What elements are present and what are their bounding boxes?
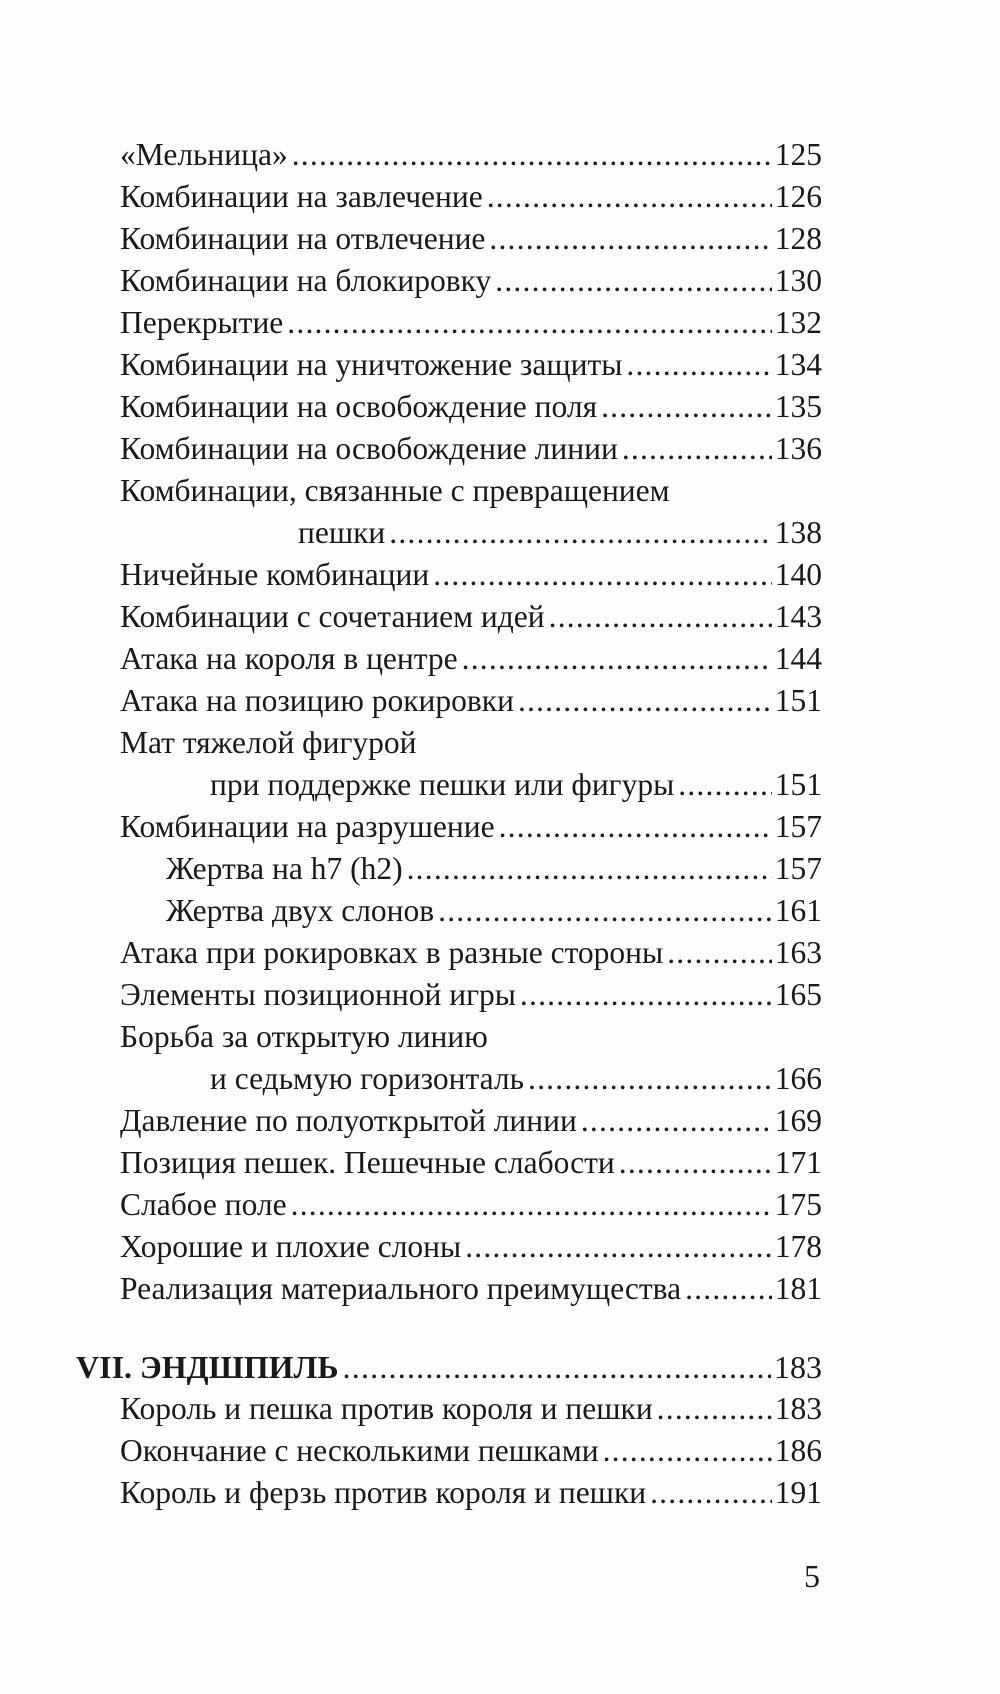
dot-leader (518, 680, 772, 722)
toc-entry (120, 344, 822, 386)
toc-entry-title: Комбинации на разрушение (120, 809, 495, 844)
toc-entry-page: 136 (774, 431, 822, 466)
toc-entry-title: Атака при рокировках в разные стороны (120, 935, 664, 970)
toc-entry-page: 140 (774, 557, 822, 592)
toc-entry-page: 132 (774, 305, 822, 340)
dot-leader (389, 512, 771, 554)
toc-entry-page: 135 (774, 389, 822, 424)
chapter-page: 183 (774, 1349, 822, 1385)
toc-entry-page: 161 (774, 893, 822, 928)
dot-leader (489, 218, 771, 260)
toc-entry-title: Давление по полуоткрытой линии (120, 1103, 577, 1138)
toc-entry-title: Реализация материального преимущества (120, 1271, 682, 1306)
toc-entry-title: и седьмую горизонталь (210, 1061, 525, 1096)
toc-entry (120, 1184, 822, 1226)
toc-entry (120, 218, 822, 260)
toc-entry-continuation (120, 512, 822, 554)
toc-entry-title: Борьба за открытую линию (120, 1019, 488, 1054)
toc-entry-page: 175 (774, 1187, 822, 1222)
toc-entry-title: Слабое поле (120, 1187, 287, 1222)
toc-entry-page: 138 (774, 515, 822, 550)
toc-entry-title: Комбинации на блокировку (120, 263, 492, 298)
dot-leader (287, 302, 771, 344)
toc-entry (120, 722, 822, 764)
toc-entry-title: Король и ферзь против короля и пешки (120, 1475, 647, 1510)
dot-leader (657, 1388, 772, 1430)
dot-leader (667, 932, 772, 974)
toc-entry-title: Комбинации с сочетанием идей (120, 599, 545, 634)
toc-entry-title: Комбинации на уничтожение защиты (120, 347, 623, 382)
toc-entry (120, 596, 822, 638)
toc-entry-title: Комбинации на отвлечение (120, 221, 486, 256)
toc-entry (120, 1226, 822, 1268)
dot-leader (495, 260, 771, 302)
toc-entry-page: 166 (774, 1061, 822, 1096)
toc-entry-page: 144 (774, 641, 822, 676)
toc-entry-title: «Мельница» (120, 137, 288, 172)
toc-entry-title: Комбинации на завлечение (120, 179, 483, 214)
dot-leader (291, 1184, 772, 1226)
dot-leader (292, 134, 772, 176)
toc-entry-page: 171 (774, 1145, 822, 1180)
toc-entry-title: Комбинации на освобождение линии (120, 431, 618, 466)
toc-subentry (120, 890, 822, 932)
chapter-title: VII. ЭНДШПИЛЬ (76, 1349, 339, 1385)
toc-entry-title: Комбинации на освобождение поля (120, 389, 598, 424)
toc-entry (120, 638, 822, 680)
toc-entry (120, 1100, 822, 1142)
dot-leader (650, 1472, 772, 1514)
dot-leader (622, 428, 772, 470)
toc-entry-title: Перекрытие (120, 305, 284, 340)
toc-entry (120, 1142, 822, 1184)
dot-leader (487, 176, 772, 218)
dot-leader (465, 1226, 772, 1268)
toc-entry (120, 1472, 822, 1514)
toc-entry-title: Мат тяжелой фигурой (120, 725, 417, 760)
section-spacer (120, 1310, 822, 1346)
toc-entry-title: Ничейные комбинации (120, 557, 430, 592)
toc-subentry (120, 848, 822, 890)
toc-entry-page: 125 (774, 137, 822, 172)
toc-entry (120, 134, 822, 176)
toc-entry-title: Элементы позиционной игры (120, 977, 516, 1012)
toc-entry-page: 169 (774, 1103, 822, 1138)
toc-entry (120, 176, 822, 218)
toc-entry-page: 183 (774, 1391, 822, 1426)
toc-entry-page: 126 (774, 179, 822, 214)
dot-leader (438, 890, 772, 932)
toc-entry-page: 191 (774, 1475, 822, 1510)
toc-entry (120, 428, 822, 470)
dot-leader (685, 1268, 772, 1310)
toc-entry (120, 1430, 822, 1472)
toc-entry-title: Позиция пешек. Пешечные слабости (120, 1145, 615, 1180)
toc-entry (120, 1388, 822, 1430)
toc-entry-page: 143 (774, 599, 822, 634)
dot-leader (407, 848, 772, 890)
toc-entry-page: 134 (774, 347, 822, 382)
toc-entry-title: Атака на позицию рокировки (120, 683, 514, 718)
toc-entry (120, 260, 822, 302)
dot-leader (528, 1058, 772, 1100)
toc-chapter-heading (76, 1346, 822, 1388)
toc-entry-page: 157 (774, 809, 822, 844)
dot-leader (343, 1346, 771, 1388)
dot-leader (626, 344, 771, 386)
toc-entry-title: Атака на короля в центре (120, 641, 458, 676)
page-number: 5 (804, 1558, 820, 1594)
dot-leader (462, 638, 772, 680)
toc-entry-title: Хорошие и плохие слоны (120, 1229, 462, 1264)
toc-entry (120, 470, 822, 512)
toc-entry-continuation (120, 1058, 822, 1100)
dot-leader (433, 554, 772, 596)
toc-entry (120, 554, 822, 596)
toc-entry-page: 165 (774, 977, 822, 1012)
dot-leader (520, 974, 772, 1016)
toc-entry-page: 151 (774, 683, 822, 718)
dot-leader (601, 386, 772, 428)
dot-leader (499, 806, 772, 848)
toc-entry-continuation (120, 764, 822, 806)
toc-entry-page: 130 (774, 263, 822, 298)
toc-entry (120, 974, 822, 1016)
toc-entry (120, 1268, 822, 1310)
toc-entry-title: пешки (298, 515, 386, 550)
toc-entry (120, 932, 822, 974)
toc-entry-page: 181 (774, 1271, 822, 1306)
toc-entry (120, 680, 822, 722)
toc-entry-title: Король и пешка против короля и пешки (120, 1391, 653, 1426)
toc-entry (120, 1016, 822, 1058)
toc-entry-page: 163 (774, 935, 822, 970)
toc-entry-page: 157 (774, 851, 822, 886)
toc-entry-title: Комбинации, связанные с превращением (120, 473, 670, 508)
table-of-contents (76, 134, 822, 1514)
dot-leader (581, 1100, 772, 1142)
toc-entry-page: 128 (774, 221, 822, 256)
toc-entry-title: Жертва двух слонов (166, 893, 435, 928)
dot-leader (678, 764, 771, 806)
toc-entry-page: 151 (774, 767, 822, 802)
toc-entry (120, 302, 822, 344)
toc-entry-title: при поддержке пешки или фигуры (210, 767, 675, 802)
toc-entry-page: 178 (774, 1229, 822, 1264)
toc-entry-title: Окончание с несколькими пешками (120, 1433, 599, 1468)
toc-entry-title: Жертва на h7 (h2) (166, 851, 403, 886)
toc-entry (120, 806, 822, 848)
toc-entry (120, 386, 822, 428)
dot-leader (619, 1142, 772, 1184)
dot-leader (603, 1430, 772, 1472)
dot-leader (549, 596, 772, 638)
toc-entry-page: 186 (774, 1433, 822, 1468)
